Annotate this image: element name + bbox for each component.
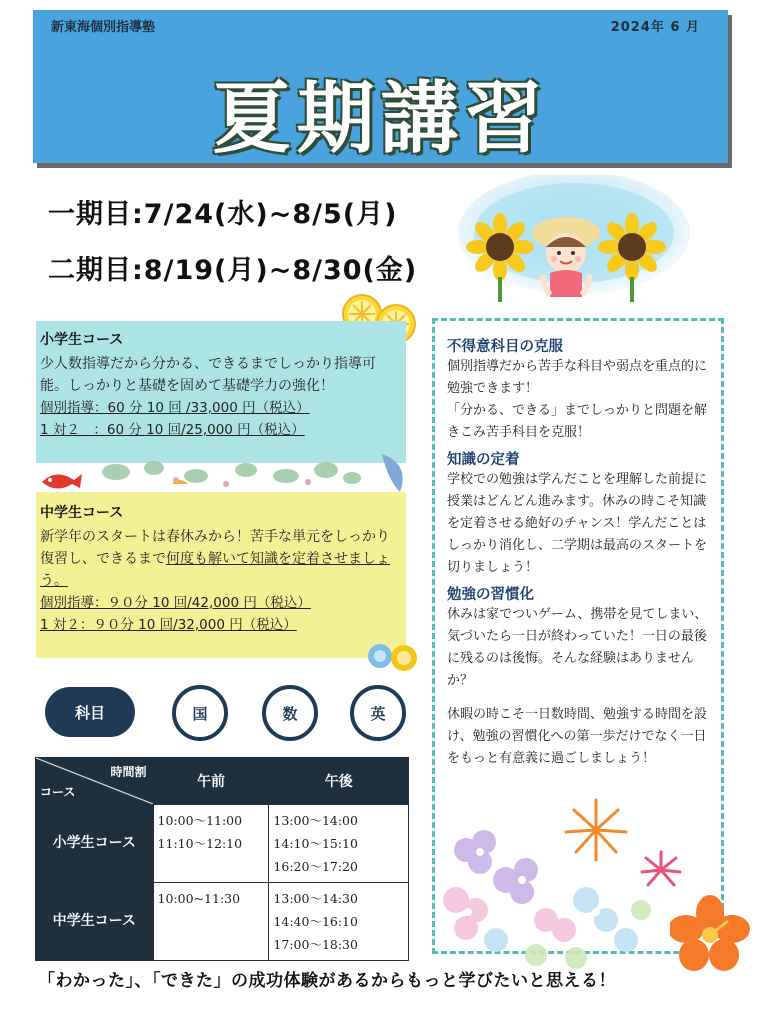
timetable-header-row (36, 758, 409, 805)
middle-price-individual: 個別指導：９０分 10 回/42,000 円（税込） (40, 595, 311, 611)
timetable-course-elementary: 小学生コース (36, 805, 154, 883)
time-slot: 11:10～12:10 (157, 836, 243, 851)
hibiscus-icon (670, 895, 750, 975)
benefit-text-knowledge: 学校での勉強は学んだことを理解した前提に授業はどんどん進みます。休みの時こそ知識を定着させる絶好のチャンス！学んだことはしっかり消化し、二学期は最高のスタートを切りましょう！ (447, 472, 708, 575)
time-slot: 13:00～14:00 (273, 813, 358, 828)
page-title: 夏期講習 (212, 74, 549, 164)
seashell-decoration-icon (36, 440, 414, 500)
time-slot: 10:00～11:00 (157, 813, 243, 828)
subject-english-badge: 英 (350, 685, 406, 741)
issue-date: 2024年 6 月 (610, 20, 700, 35)
benefit-text-habit-2: 休暇の時こそ一日数時間、勉強する時間を設け、勉強の習慣化への第一歩だけでなく一日をもっと有意義に過ごしましょう！ (447, 707, 708, 766)
timetable (35, 757, 409, 961)
table-row (36, 805, 409, 883)
time-slot: 14:10～15:10 (273, 836, 358, 851)
elementary-course-desc: 少人数指導だから分かる、できるまでしっかり指導可能。しっかりと基礎を固めて基礎学力の強化！ (40, 356, 376, 394)
timetable-am-header: 午前 (153, 758, 269, 805)
middle-course-title: 中学生コース (40, 505, 124, 521)
timetable-pm-header: 午後 (269, 758, 409, 805)
timetable-corner-time: 時間割 (110, 765, 147, 779)
timetable-am-cell (153, 805, 269, 883)
timetable-pm-cell (269, 805, 409, 883)
middle-course-desc (40, 526, 402, 592)
time-slot: 13:00～14:30 (273, 891, 358, 906)
benefit-text-weak-subjects-2: 「分かる、できる」までしっかりと問題を解きこみ苦手科目を克服！ (447, 403, 708, 440)
girl-sunflower-illustration (458, 175, 690, 305)
subject-japanese-badge: 国 (172, 685, 228, 741)
time-slot: 17:00～18:30 (273, 937, 358, 952)
time-slot: 10:00~11:30 (157, 891, 241, 906)
time-slot: 16:20～17:20 (273, 859, 358, 874)
timetable-course-middle: 中学生コース (36, 883, 154, 961)
table-row (36, 883, 409, 961)
timetable-corner-course: コース (40, 785, 76, 799)
elementary-price-individual: 個別指導：60 分 10 回 /33,000 円（税込） (40, 400, 310, 416)
subject-math-badge: 数 (262, 685, 318, 741)
benefit-text-habit: 休みは家でついゲーム、携帯を見てしまい、気づいたら一日が終わっていた！一日の最後に残るのは後悔。そんな経験はありませんか？ (447, 607, 708, 688)
elementary-course-title: 小学生コース (40, 332, 124, 348)
middle-price-pair: 1 対２：９０分 10 回/32,000 円（税込） (40, 617, 297, 633)
benefit-heading-knowledge: 知識の定着 (447, 452, 520, 468)
middle-desc-underlined: 何度も解いて知識を定着させましょう。 (40, 551, 390, 589)
elementary-price-pair: 1 対２ ：60 分 10 回/25,000 円（税込） (40, 422, 305, 438)
footer-slogan: 「わかった」、「できた」の成功体験があるからもっと学びたいと思える！ (38, 971, 616, 991)
subject-label-badge: 科目 (45, 687, 135, 737)
timetable-am-cell (153, 883, 269, 961)
benefit-text-weak-subjects: 個別指導だから苦手な科目や弱点を重点的に勉強できます！ (447, 359, 708, 396)
sea-ball-icon (364, 634, 420, 676)
benefit-heading-habit: 勉強の習慣化 (447, 587, 534, 603)
time-slot: 14:40～16:10 (273, 914, 358, 929)
header-banner (33, 10, 728, 163)
timetable-corner-cell (36, 758, 154, 805)
timetable-pm-cell (269, 883, 409, 961)
benefit-heading-weak-subjects: 不得意科目の克服 (447, 339, 563, 355)
period-first: 一期目:7/24(水)~8/5(月) (48, 199, 398, 230)
middle-course-box (36, 492, 406, 658)
period-second: 二期目:8/19(月)~8/30(金) (48, 255, 418, 286)
middle-desc-text: 新学年のスタートは春休みから！苦手な単元をしっかり復習し、できるまで (40, 529, 390, 567)
school-name: 新東海個別指導塾 (51, 20, 156, 35)
